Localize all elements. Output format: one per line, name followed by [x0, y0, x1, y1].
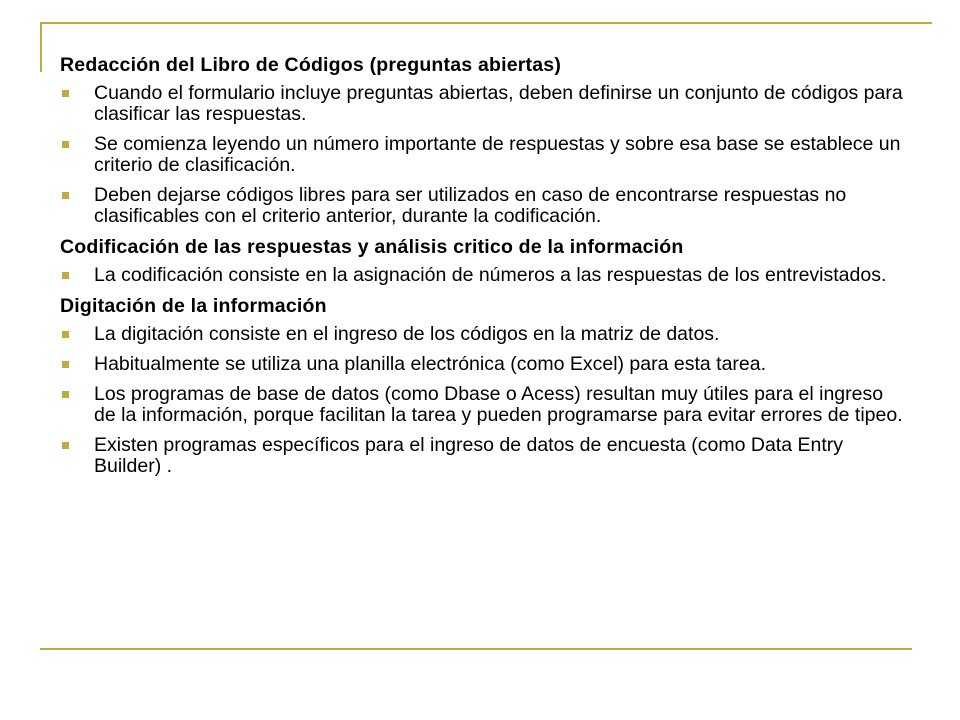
bullet-text: Existen programas específicos para el ingreso de datos de encuesta (como Data Entry Builder) .: [94, 434, 843, 477]
bottom-decorative-rule: [40, 648, 912, 650]
bullet-square-icon: [62, 192, 69, 199]
bullet-square-icon: [62, 141, 69, 148]
left-decorative-rule: [40, 22, 42, 72]
bullet-item: [60, 384, 908, 426]
bullet-text: Habitualmente se utiliza una planilla electrónica (como Excel) para esta tarea.: [94, 353, 767, 375]
bullet-item: [60, 265, 908, 286]
slide-content: [60, 54, 908, 486]
bullet-text: Los programas de base de datos (como Dbase o Acess) resultan muy útiles para el ingreso de la información, porque facilitan la tarea y pueden programarse para evitar errores de tipeo.: [94, 383, 903, 426]
bullet-square-icon: [62, 361, 69, 368]
bullet-list-codebook: [60, 83, 908, 227]
bullet-square-icon: [62, 442, 69, 449]
top-decorative-rule: [40, 22, 932, 24]
bullet-item: [60, 435, 908, 477]
bullet-list-data-entry: [60, 324, 908, 477]
bullet-item: [60, 354, 908, 375]
bullet-item: [60, 324, 908, 345]
section-heading-data-entry: Digitación de la información: [60, 295, 327, 317]
bullet-square-icon: [62, 331, 69, 338]
bullet-square-icon: [62, 272, 69, 279]
bullet-item: [60, 83, 908, 125]
section-heading-codebook: Redacción del Libro de Códigos (preguntas abiertas): [60, 54, 562, 76]
bullet-item: [60, 185, 908, 227]
section-heading-coding: Codificación de las respuestas y análisis critico de la información: [60, 236, 684, 258]
bullet-text: La codificación consiste en la asignación de números a las respuestas de los entrevistados.: [94, 264, 887, 286]
bullet-square-icon: [62, 391, 69, 398]
bullet-list-coding: [60, 265, 908, 286]
bullet-item: [60, 134, 908, 176]
bullet-text: Deben dejarse códigos libres para ser utilizados en caso de encontrarse respuestas no clasificables con el criterio anterior, durante la codificación.: [94, 184, 847, 227]
bullet-square-icon: [62, 90, 69, 97]
bullet-text: La digitación consiste en el ingreso de los códigos en la matriz de datos.: [94, 323, 720, 345]
bullet-text: Cuando el formulario incluye preguntas abiertas, deben definirse un conjunto de códigos para clasificar las respuestas.: [94, 82, 903, 125]
bullet-text: Se comienza leyendo un número importante de respuestas y sobre esa base se establece un criterio de clasificación.: [94, 133, 901, 176]
